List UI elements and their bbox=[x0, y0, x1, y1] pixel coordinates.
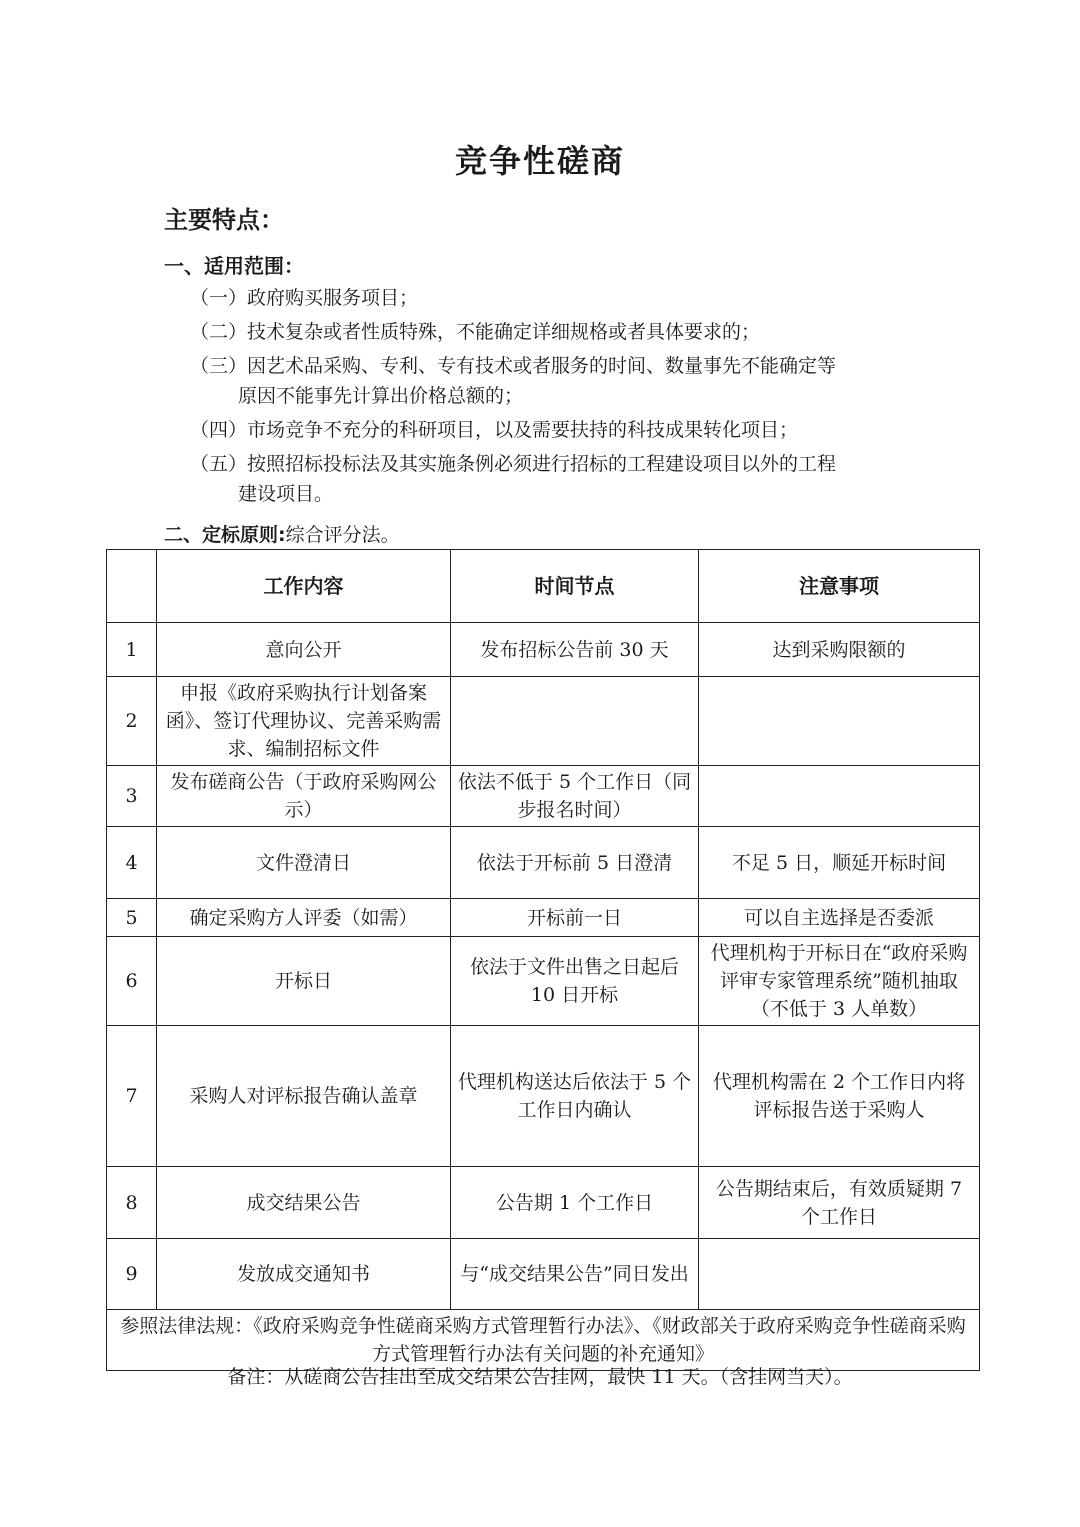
table-header-row bbox=[107, 550, 980, 623]
header-note: 注意事项 bbox=[699, 550, 980, 623]
row-time: 公告期 1 个工作日 bbox=[451, 1167, 699, 1239]
row-time: 开标前一日 bbox=[451, 899, 699, 937]
row-number: 2 bbox=[107, 677, 157, 766]
row-time bbox=[451, 677, 699, 766]
row-number: 8 bbox=[107, 1167, 157, 1239]
row-note: 可以自主选择是否委派 bbox=[699, 899, 980, 937]
row-time: 发布招标公告前 30 天 bbox=[451, 623, 699, 677]
row-content: 开标日 bbox=[157, 937, 451, 1026]
row-number: 4 bbox=[107, 827, 157, 899]
principle-text: 综合评分法。 bbox=[285, 524, 400, 546]
scope-item-text: （五）按照招标投标法及其实施条例必须进行招标的工程建设项目以外的工程 bbox=[190, 453, 837, 475]
header-no bbox=[107, 550, 157, 623]
scope-item-text: （三）因艺术品采购、专利、专有技术或者服务的时间、数量事先不能确定等 bbox=[190, 355, 837, 377]
table-row bbox=[107, 766, 980, 827]
process-table bbox=[106, 549, 980, 1371]
table-row bbox=[107, 827, 980, 899]
row-content: 确定采购方人评委（如需） bbox=[157, 899, 451, 937]
principle-label: 二、定标原则: bbox=[164, 524, 286, 546]
features-heading: 主要特点： bbox=[164, 206, 284, 234]
scope-item-continuation: 原因不能事先计算出价格总额的； bbox=[238, 385, 524, 407]
table-row bbox=[107, 899, 980, 937]
row-note bbox=[699, 766, 980, 827]
table-row bbox=[107, 1239, 980, 1310]
row-note: 达到采购限额的 bbox=[699, 623, 980, 677]
scope-item bbox=[190, 317, 950, 347]
table-row bbox=[107, 1026, 980, 1167]
scope-item-continuation: 建设项目。 bbox=[238, 483, 334, 505]
row-content: 申报《政府采购执行计划备案函》、签订代理协议、完善采购需求、编制招标文件 bbox=[157, 677, 451, 766]
scope-item-text: （二）技术复杂或者性质特殊，不能确定详细规格或者具体要求的； bbox=[190, 321, 761, 343]
header-time: 时间节点 bbox=[451, 550, 699, 623]
row-note: 不足 5 日，顺延开标时间 bbox=[699, 827, 980, 899]
row-content: 发放成交通知书 bbox=[157, 1239, 451, 1310]
row-number: 6 bbox=[107, 937, 157, 1026]
row-content: 意向公开 bbox=[157, 623, 451, 677]
footnote: 备注：从磋商公告挂出至成交结果公告挂网，最快 11 天。（含挂网当天）。 bbox=[227, 1366, 853, 1388]
table-row bbox=[107, 677, 980, 766]
row-time: 依法不低于 5 个工作日（同步报名时间） bbox=[451, 766, 699, 827]
scope-heading: 一、适用范围： bbox=[164, 254, 304, 278]
row-time: 代理机构送达后依法于 5 个工作日内确认 bbox=[451, 1026, 699, 1167]
row-content: 成交结果公告 bbox=[157, 1167, 451, 1239]
scope-item-text: （一）政府购买服务项目； bbox=[190, 287, 419, 309]
table-row bbox=[107, 937, 980, 1026]
scope-item-text: （四）市场竞争不充分的科研项目，以及需要扶持的科技成果转化项目； bbox=[190, 419, 799, 441]
scope-item bbox=[190, 283, 950, 313]
row-note: 代理机构需在 2 个工作日内将评标报告送于采购人 bbox=[699, 1026, 980, 1167]
scope-item bbox=[190, 351, 950, 411]
scope-list bbox=[190, 283, 950, 513]
row-time: 与“成交结果公告”同日发出 bbox=[451, 1239, 699, 1310]
table-row bbox=[107, 1167, 980, 1239]
row-note: 代理机构于开标日在“政府采购评审专家管理系统”随机抽取（不低于 3 人单数） bbox=[699, 937, 980, 1026]
scope-item bbox=[190, 415, 950, 445]
row-number: 9 bbox=[107, 1239, 157, 1310]
row-number: 1 bbox=[107, 623, 157, 677]
row-note: 公告期结束后，有效质疑期 7 个工作日 bbox=[699, 1167, 980, 1239]
document-title: 竞争性磋商 bbox=[454, 142, 625, 180]
row-number: 3 bbox=[107, 766, 157, 827]
law-reference: 参照法律法规：《政府采购竞争性磋商采购方式管理暂行办法》、《财政部关于政府采购竞争性磋商采购方式管理暂行办法有关问题的补充通知》 bbox=[107, 1310, 980, 1371]
scope-item bbox=[190, 449, 950, 509]
row-number: 5 bbox=[107, 899, 157, 937]
row-time: 依法于开标前 5 日澄清 bbox=[451, 827, 699, 899]
principle-line bbox=[164, 520, 400, 547]
row-content: 采购人对评标报告确认盖章 bbox=[157, 1026, 451, 1167]
header-content: 工作内容 bbox=[157, 550, 451, 623]
row-content: 文件澄清日 bbox=[157, 827, 451, 899]
row-content: 发布磋商公告（于政府采购网公示） bbox=[157, 766, 451, 827]
row-number: 7 bbox=[107, 1026, 157, 1167]
table-row bbox=[107, 623, 980, 677]
row-note bbox=[699, 1239, 980, 1310]
row-note bbox=[699, 677, 980, 766]
row-time: 依法于文件出售之日起后 10 日开标 bbox=[451, 937, 699, 1026]
